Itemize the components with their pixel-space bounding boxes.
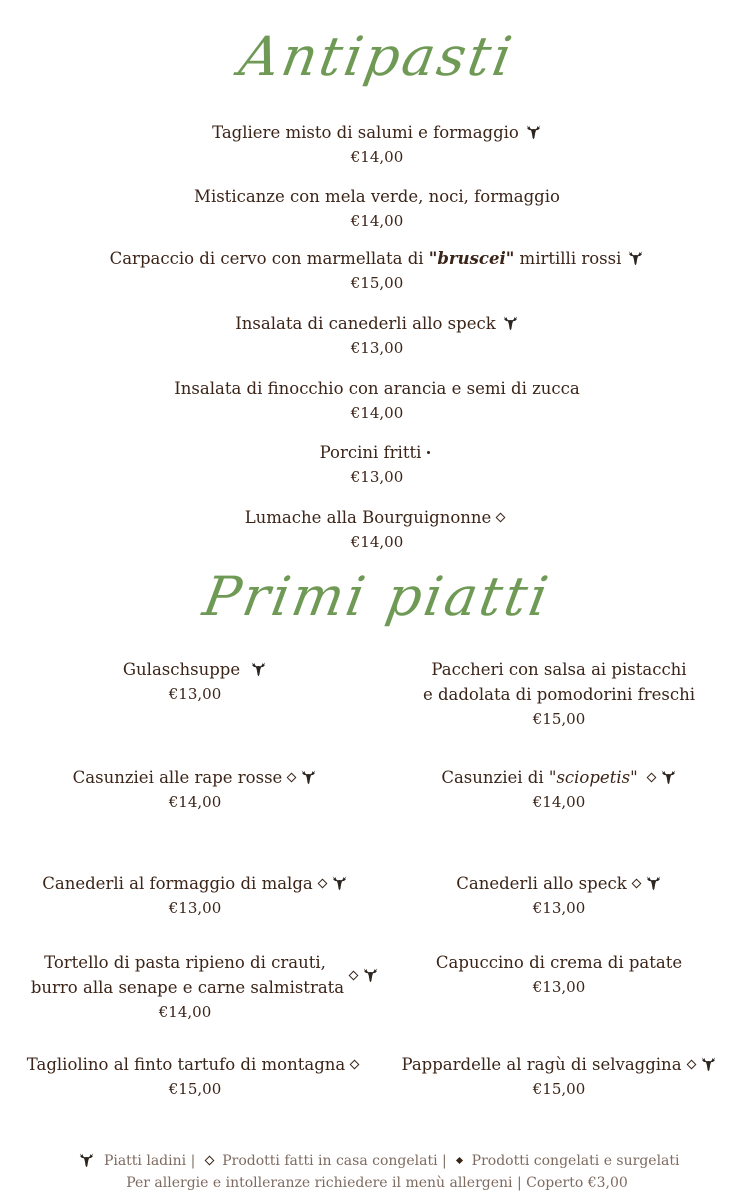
dish-name: burro alla senape e carne salmistrata — [30, 978, 345, 997]
legend-row — [0, 1150, 754, 1172]
dish-price: €13,00 — [532, 978, 586, 996]
dish-name: Casunziei alle rape rosse — [72, 768, 283, 787]
dish-price: €13,00 — [350, 468, 404, 486]
dish-item — [384, 657, 734, 731]
dish-price: €14,00 — [168, 793, 222, 811]
dish-price: €14,00 — [158, 1003, 212, 1021]
dish-name-part: mirtilli rossi — [514, 249, 622, 268]
dish-name-part: Carpaccio di cervo con marmellata di — [109, 249, 429, 268]
hollow-diamond-icon — [204, 1155, 214, 1165]
dish-name: Tagliere misto di salumi e formaggio — [212, 123, 519, 142]
dish-item — [384, 1052, 734, 1101]
dish-name: Pappardelle al ragù di selvaggina — [401, 1055, 682, 1074]
section-title-primi-piatti: Primi piatti — [198, 565, 556, 628]
dish-item — [0, 120, 754, 169]
hollow-diamond-icon — [287, 773, 297, 783]
dish-name: Canederli allo speck — [456, 874, 627, 893]
dish-name: Misticanze con mela verde, noci, formaggio — [194, 187, 560, 206]
deer-head-icon — [300, 769, 317, 785]
dish-price: €13,00 — [168, 685, 222, 703]
deer-head-icon — [78, 1152, 95, 1168]
hollow-diamond-icon — [350, 1060, 360, 1070]
dish-name: Gulaschsuppe — [122, 660, 241, 679]
dish-item — [0, 311, 754, 360]
hollow-diamond-icon — [646, 773, 656, 783]
dish-name: Insalata di canederli allo speck — [235, 314, 496, 333]
hollow-diamond-icon — [496, 513, 506, 523]
dish-item — [0, 184, 754, 233]
section-title-antipasti: Antipasti — [234, 25, 520, 88]
dish-name: Insalata di finocchio con arancia e semi di zucca — [174, 379, 580, 398]
dish-item — [0, 440, 754, 489]
dish-name: Capuccino di crema di patate — [435, 953, 683, 972]
legend-frozen: Prodotti congelati e surgelati — [471, 1153, 680, 1169]
dish-name: Porcini fritti — [319, 443, 422, 462]
dish-item — [384, 765, 734, 814]
deer-head-icon — [627, 250, 644, 266]
dish-item — [0, 376, 754, 425]
deer-head-icon — [700, 1056, 717, 1072]
dish-item — [384, 950, 734, 999]
dish-price: €14,00 — [350, 533, 404, 551]
dish-name: Lumache alla Bourguignonne — [244, 508, 492, 527]
dish-item — [20, 871, 370, 920]
legend-ladini: Piatti ladini | — [103, 1153, 196, 1169]
dish-name: Canederli al formaggio di malga — [42, 874, 313, 893]
deer-head-icon — [250, 661, 267, 677]
dish-item — [0, 246, 754, 295]
hollow-diamond-icon — [317, 879, 327, 889]
legend — [0, 1150, 754, 1194]
dish-price: €14,00 — [350, 212, 404, 230]
dish-name: Paccheri con salsa ai pistacchi — [431, 660, 687, 679]
dish-name: Tagliolino al finto tartufo di montagna — [26, 1055, 346, 1074]
deer-head-icon — [362, 967, 379, 983]
dish-item — [20, 950, 390, 1024]
dish-item — [20, 765, 370, 814]
dish-price: €13,00 — [350, 339, 404, 357]
dish-price: €14,00 — [350, 148, 404, 166]
dish-price: €15,00 — [532, 1080, 586, 1098]
dish-name-emphasis: "sciopetis" — [548, 768, 638, 787]
dish-item — [20, 1052, 370, 1101]
dish-price: €14,00 — [350, 404, 404, 422]
legend-homemade-frozen: Prodotti fatti in casa congelati | — [222, 1153, 447, 1169]
dish-price: €15,00 — [168, 1080, 222, 1098]
dish-price: €14,00 — [532, 793, 586, 811]
dish-name-part: Casunziei di — [441, 768, 549, 787]
deer-head-icon — [331, 875, 348, 891]
dish-price: €15,00 — [350, 274, 404, 292]
dish-item — [384, 871, 734, 920]
small-dot-icon — [427, 451, 430, 454]
deer-head-icon — [502, 315, 519, 331]
dish-item — [20, 657, 370, 706]
dish-item — [0, 505, 754, 554]
dish-name: e dadolata di pomodorini freschi — [422, 685, 696, 704]
solid-diamond-icon — [456, 1156, 463, 1163]
dish-name-emphasis: "bruscei" — [428, 249, 515, 268]
deer-head-icon — [660, 769, 677, 785]
allergen-note: Per allergie e intolleranze richiedere il menù allergeni | Coperto €3,00 — [126, 1175, 628, 1191]
dish-price: €15,00 — [532, 710, 586, 728]
hollow-diamond-icon — [686, 1060, 696, 1070]
hollow-diamond-icon — [631, 879, 641, 889]
dish-name: Tortello di pasta ripieno di crauti, — [44, 953, 326, 972]
dish-price: €13,00 — [168, 899, 222, 917]
dish-price: €13,00 — [532, 899, 586, 917]
deer-head-icon — [525, 124, 542, 140]
deer-head-icon — [645, 875, 662, 891]
